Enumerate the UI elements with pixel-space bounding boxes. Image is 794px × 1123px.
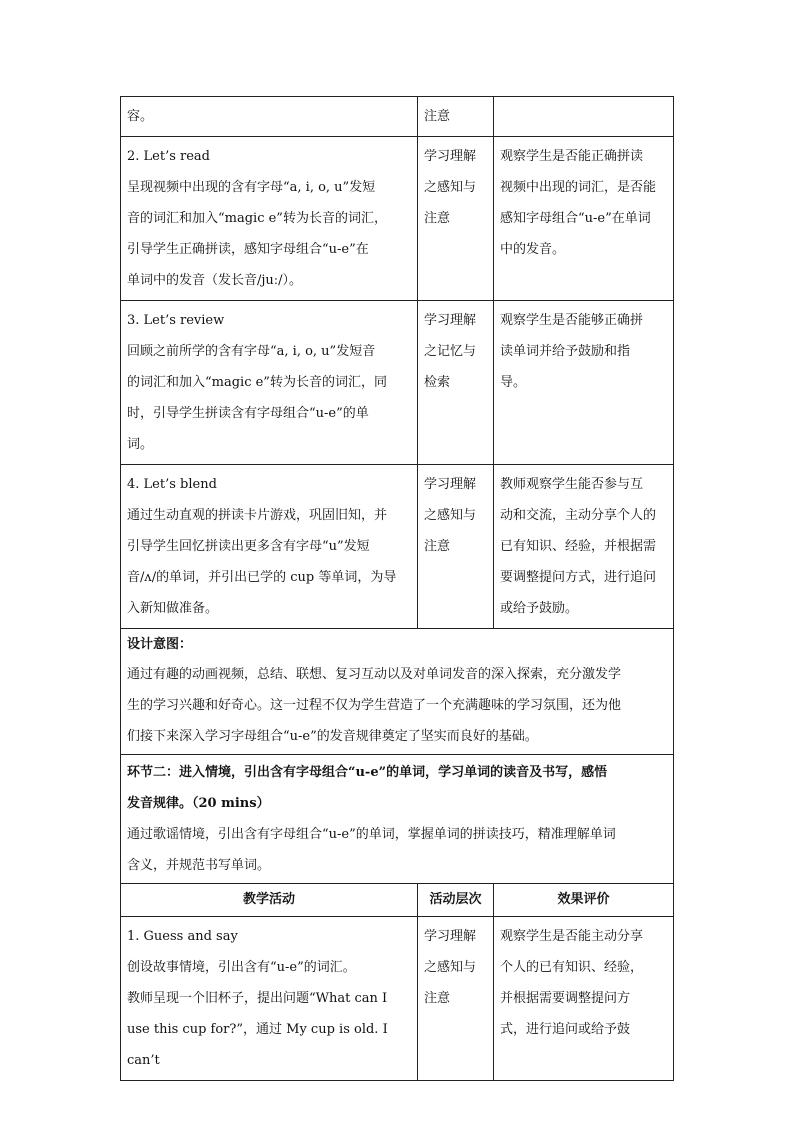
cell-text: 引导学生正确拼读，感知字母组合“u-e”在: [127, 242, 369, 257]
cell-text: 注意: [424, 109, 451, 124]
cell-text: 的词汇和加入“magic e”转为长音的词汇，同: [127, 375, 387, 390]
activity-cell: [121, 465, 418, 629]
cell-text: 要调整提问方式，进行追问: [500, 570, 657, 585]
evaluation-cell: [494, 465, 674, 629]
cell-text: 个人的已有知识、经验，: [500, 960, 644, 975]
cell-text: 音/ʌ/的单词，并引出已学的 cup 等单词，为导: [127, 570, 397, 585]
cell-text: 观察学生是否能够正确拼: [500, 313, 644, 328]
cell-text: 之记忆与: [424, 344, 477, 359]
section-text: 通过歌谣情境，引出含有字母组合“u-e”的单词，掌握单词的拼读技巧，精准理解单词: [127, 827, 616, 842]
cell-text: 之感知与: [424, 508, 477, 523]
cell-text: 式，进行追问或给予鼓: [500, 1022, 631, 1037]
activity-cell: [121, 917, 418, 1081]
level-cell: [418, 137, 494, 301]
cell-text: 词。: [127, 437, 154, 452]
cell-text: 注意: [424, 991, 451, 1006]
design-intent-cell: [121, 629, 674, 755]
table-row: [121, 137, 674, 301]
cell-text: 容。: [127, 109, 154, 124]
cell-text: 观察学生是否能主动分享: [500, 929, 644, 944]
level-cell: [418, 97, 494, 137]
evaluation-cell: [494, 301, 674, 465]
cell-text: 单词中的发音（发长音/juː/）。: [127, 273, 303, 288]
design-intent-row: [121, 629, 674, 755]
cell-text: use this cup for?”，通过 My cup is old. I can’t: [127, 1022, 388, 1068]
design-intent-text: 生的学习兴趣和好奇心。这一过程不仅为学生营造了一个充满趣味的学习氛围，还为他: [127, 698, 622, 713]
cell-text: 之感知与: [424, 960, 477, 975]
table-row: [121, 97, 674, 137]
section-row: [121, 755, 674, 884]
header-effect-evaluation: 效果评价: [494, 884, 674, 917]
cell-text: 3. Let’s review: [127, 313, 225, 328]
cell-text: 感知字母组合“u-e”在单词: [500, 211, 651, 226]
table-header-row: [121, 884, 674, 917]
evaluation-cell: [494, 97, 674, 137]
cell-text: 1. Guess and say: [127, 929, 238, 944]
cell-text: 引导学生回忆拼读出更多含有字母“u”发短: [127, 539, 370, 554]
cell-text: 呈现视频中出现的含有字母“a, i, o, u”发短: [127, 180, 376, 195]
cell-text: 中的发音。: [500, 242, 566, 257]
header-teaching-activity: 教学活动: [121, 884, 418, 917]
section-title: 环节二：进入情境，引出含有字母组合“u-e”的单词，学习单词的读音及书写，感悟: [127, 765, 608, 780]
table-row: [121, 917, 674, 1081]
table-row: [121, 301, 674, 465]
cell-text: 2. Let’s read: [127, 149, 211, 164]
design-intent-text: 们接下来深入学习字母组合“u-e”的发音规律奠定了坚实而良好的基础。: [127, 729, 538, 744]
cell-text: 注意: [424, 211, 451, 226]
cell-text: 并根据需要调整提问方: [500, 991, 631, 1006]
cell-text: 时，引导学生拼读含有字母组合“u-e”的单: [127, 406, 369, 421]
cell-text: 之感知与: [424, 180, 477, 195]
cell-text: 音的词汇和加入“magic e”转为长音的词汇，: [127, 211, 387, 226]
cell-text: 动和交流，主动分享个人的: [500, 508, 657, 523]
cell-text: 读单词并给予鼓励和指: [500, 344, 631, 359]
cell-text: 4. Let’s blend: [127, 477, 217, 492]
evaluation-cell: [494, 917, 674, 1081]
cell-text: 视频中出现的词汇，是否能: [500, 180, 657, 195]
cell-text: 通过生动直观的拼读卡片游戏，巩固旧知，并: [127, 508, 388, 523]
cell-text: 学习理解: [424, 313, 477, 328]
activity-cell: [121, 301, 418, 465]
design-intent-title: 设计意图：: [127, 637, 193, 652]
cell-text: 创设故事情境，引出含有“u-e”的词汇。: [127, 960, 356, 975]
evaluation-cell: [494, 137, 674, 301]
cell-text: 导。: [500, 375, 527, 390]
table-row: [121, 465, 674, 629]
cell-text: 观察学生是否能正确拼读: [500, 149, 644, 164]
cell-text: 回顾之前所学的含有字母“a, i, o, u”发短音: [127, 344, 376, 359]
section-cell: [121, 755, 674, 884]
section-text: 含义，并规范书写单词。: [127, 858, 271, 873]
cell-text: 学习理解: [424, 477, 477, 492]
cell-text: 已有知识、经验，并根据需: [500, 539, 657, 554]
cell-text: 入新知做准备。: [127, 601, 219, 616]
level-cell: [418, 917, 494, 1081]
level-cell: [418, 465, 494, 629]
cell-text: 学习理解: [424, 929, 477, 944]
design-intent-text: 通过有趣的动画视频，总结、联想、复习互动以及对单词发音的深入探索，充分激发学: [127, 667, 622, 682]
cell-text: 学习理解: [424, 149, 477, 164]
cell-text: 教师观察学生能否参与互: [500, 477, 644, 492]
activity-cell: [121, 137, 418, 301]
cell-text: 或给予鼓励。: [500, 601, 579, 616]
header-activity-level: 活动层次: [418, 884, 494, 917]
cell-text: 教师呈现一个旧杯子，提出问题“What can I: [127, 991, 388, 1006]
level-cell: [418, 301, 494, 465]
cell-text: 注意: [424, 539, 451, 554]
cell-text: 检索: [424, 375, 451, 390]
section-title: 发音规律。（20 mins）: [127, 796, 270, 811]
activity-cell: [121, 97, 418, 137]
lesson-plan-table: [120, 96, 674, 1081]
